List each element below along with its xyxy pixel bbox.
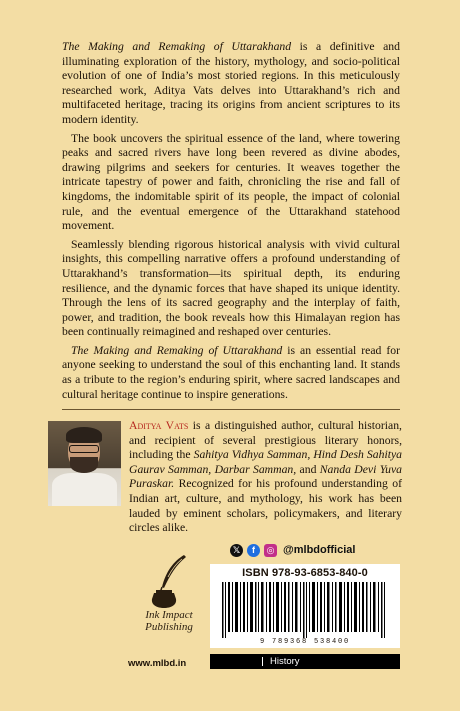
publisher-name-line1: Ink Impact [145, 609, 193, 621]
genre-label: History [270, 656, 300, 667]
bio-awards: Sahitya Vidhya Samman, Hind Desh Sahitya Gaurav Samman, Darbar Samman, [129, 448, 402, 476]
social-links [230, 542, 355, 558]
blurb-paragraph-2: The book uncovers the spiritual essence of the land, where towering peaks and sacred rivers have long been revered as divine abodes, drawing pilgrims and seekers for centuries. It weaves together the intricate tapestry of power and faith, chronicling the rise and fall of kingdoms, the indomitable spirit of its people, the impact of colonial rule, and the eventual emergence of the Uttarakhand statehood movement. [62, 131, 400, 233]
isbn-number: ISBN 978-93-6853-840-0 [242, 567, 368, 579]
instagram-icon[interactable]: ◎ [264, 544, 277, 557]
bio-text: and [296, 462, 320, 476]
barcode-icon [222, 582, 388, 638]
bio-text: is a distinguished author, cultural historian, and recipient of several prestigious literary honors, including the [129, 419, 402, 462]
bio-award-last: Nanda Devi Yuva Puraskar. [129, 462, 402, 491]
author-photo-hair [66, 427, 102, 443]
barcode-digits: 9 789368 538400 [259, 638, 350, 646]
facebook-icon[interactable]: f [247, 544, 260, 557]
book-title-italic: The Making and Remaking of Uttarakhand [71, 343, 283, 357]
genre-bar [210, 654, 400, 669]
book-blurb [62, 40, 400, 406]
isbn-barcode-box [210, 564, 400, 648]
author-name: Aditya Vats [129, 419, 189, 432]
section-divider [62, 409, 400, 410]
author-photo-body [52, 473, 117, 506]
x-icon[interactable]: 𝕏 [230, 544, 243, 557]
publisher-name-line2: Publishing [145, 621, 193, 633]
author-photo [48, 421, 121, 506]
blurb-paragraph-4 [62, 344, 400, 402]
publisher-logo [130, 553, 208, 653]
bio-text: Recognized for his profound understanding of Indian art, culture, and mythology, his work has been lauded by eminent scholars, policymakers, and literary circles alike. [129, 477, 402, 535]
blurb-text: is a definitive and illuminating exploration of the history, mythology, and socio-political evolution of one of India’s most storied regions. In this meticulously researched work, Aditya Vats delves into Uttarakhand’s rich and multifaceted heritage, tracing its origins from ancient scriptures to its modern identity. [62, 40, 400, 126]
author-photo-glasses [69, 445, 99, 453]
social-handle[interactable]: @mlbdofficial [283, 544, 356, 556]
genre-divider [262, 657, 263, 666]
book-title-italic: The Making and Remaking of Uttarakhand [62, 40, 292, 53]
blurb-paragraph-3: Seamlessly blending rigorous historical analysis with vivid cultural insights, this compelling narrative offers a profound understanding of Uttarakhand’s transformation—its spiritual depth, its enduring resilience, and the dynamic forces that have shaped its unique identity. Through the lens of its sacred geography and the interplay of faith, power, and tradition, the book reveals how this Himalayan region has been continually reimagined and reshaped over centuries. [62, 237, 400, 339]
quill-inkpot-icon [144, 553, 194, 609]
author-photo-beard [70, 457, 98, 473]
blurb-text: is an essential read for anyone seeking to understand the soul of this enchanting land. It stands as a tribute to the region’s enduring spirit, where sacred landscapes and cultural heritage continue to inspire generations. [62, 343, 401, 401]
blurb-paragraph-1 [62, 40, 400, 128]
author-bio [129, 419, 402, 536]
publisher-website[interactable]: www.mlbd.in [128, 658, 187, 669]
